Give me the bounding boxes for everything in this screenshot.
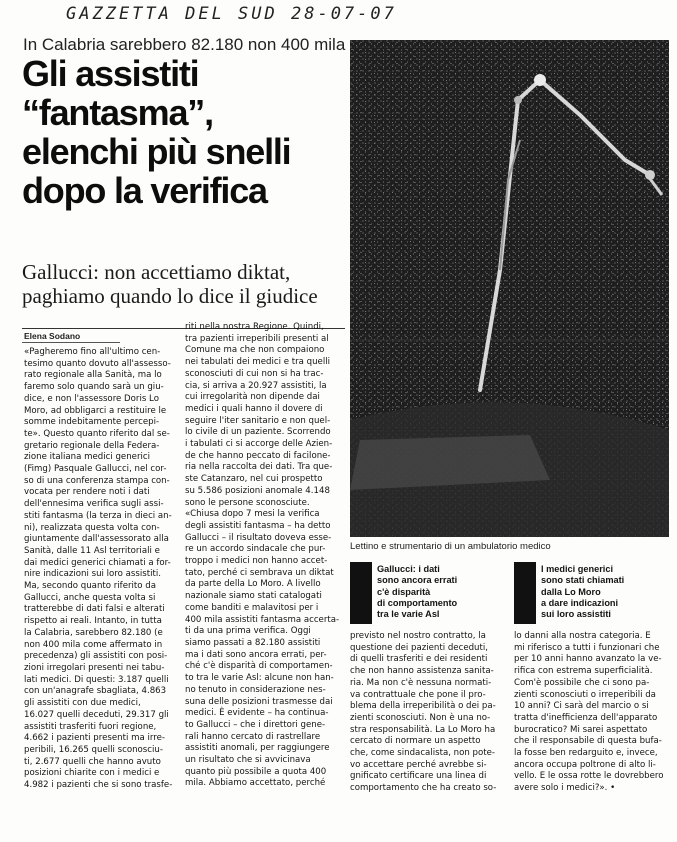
callout-line: dalla Lo Moro bbox=[541, 586, 601, 597]
article-line: te». Questo quanto riferito dal se- bbox=[24, 428, 170, 439]
article-line: Gallucci, anche questa volta si bbox=[24, 592, 156, 603]
subheadline-line: paghiamo quando lo dice il giudice bbox=[22, 284, 318, 308]
article-line: avere solo i medici?». • bbox=[514, 783, 616, 794]
kicker: In Calabria sarebbero 82.180 non 400 mila bbox=[23, 35, 346, 54]
callout-line: sono ancora errati bbox=[377, 575, 458, 586]
callout-line: Gallucci: i dati bbox=[377, 564, 440, 574]
article-line: previsto nel nostro contratto, la bbox=[350, 631, 486, 641]
callout-box-1 bbox=[350, 562, 510, 624]
article-line: zione italiana medici generici bbox=[24, 452, 150, 463]
photo-illustration bbox=[350, 40, 669, 537]
article-line: con un'anagrafe sbagliata, 4.863 bbox=[24, 686, 167, 697]
article-line: tesimo quanto dovuto all'assesso- bbox=[24, 358, 171, 369]
article-line: lo civile di un paziente. Scorrendo bbox=[185, 427, 331, 438]
article-line: i tabulati ci si accorge delle Azien- bbox=[185, 439, 333, 450]
article-line: precedenza) gli assistiti con posi- bbox=[24, 651, 168, 662]
callout-text bbox=[377, 564, 457, 620]
photo-caption: Lettino e strumentario di un ambulatorio medico bbox=[350, 541, 551, 552]
article-line: seguire l'iter sanitario e non quel- bbox=[185, 415, 331, 426]
article-line: 10 anni? Ci sarà del marcio o si bbox=[514, 701, 649, 712]
article-line: no tenuto in considerazione nes- bbox=[185, 684, 326, 695]
article-line: 400 mila assistiti fantasma accerta- bbox=[185, 614, 340, 625]
article-line: ti, 2.677 quelli che hanno avuto bbox=[24, 756, 161, 767]
article-column-3 bbox=[350, 631, 510, 837]
article-line: mila. Abbiamo accettato, perché bbox=[185, 778, 326, 789]
article-line: «Chiusa dopo 7 mesi la verifica bbox=[185, 509, 320, 520]
article-line: zioni irregolari presenti nei tabu- bbox=[24, 662, 165, 673]
article-line: medici i quali hanno il dovere di bbox=[185, 403, 323, 414]
article-line: gretario regionale della Federa- bbox=[24, 440, 160, 451]
article-line: 4.982 i pazienti che si sono trasfe- bbox=[24, 780, 173, 791]
article-line: di quelli trasferiti e dei residenti bbox=[350, 654, 488, 665]
headline bbox=[22, 54, 352, 210]
article-line: che, come sindacalista, non pote- bbox=[350, 748, 496, 759]
article-line: nire indicazioni sui loro assistiti. bbox=[24, 569, 161, 580]
callout-line: I medici generici bbox=[541, 564, 613, 574]
callout-text bbox=[541, 564, 624, 620]
article-line: che non hanno assistenza sanita- bbox=[350, 666, 494, 677]
article-line: ancora occupa poltrone di alto li- bbox=[514, 759, 656, 770]
article-line: gnificato certificare una linea di bbox=[350, 771, 487, 782]
article-line: zienti sconosciuti. Non è una no- bbox=[350, 712, 491, 723]
article-line: peribili, 16.265 quelli sconosciu- bbox=[24, 744, 163, 755]
article-line: la Calabria, sarebbero 82.180 (e bbox=[24, 627, 163, 638]
article-line: rato regionale alla Sanità, ma lo bbox=[24, 370, 162, 381]
callout-line: sono stati chiamati bbox=[541, 575, 625, 586]
article-line: to tra le varie Asl: alcune non han- bbox=[185, 673, 334, 684]
callout-line: di comportamento bbox=[377, 597, 458, 608]
article-line: assistiti trasferiti fuori regione, bbox=[24, 721, 157, 732]
article-line: su 5.586 posizioni anomale 4.148 bbox=[185, 485, 330, 496]
subheadline bbox=[22, 260, 352, 308]
article-line: come banditi e malavitosi per i bbox=[185, 602, 319, 613]
article-line: dice, e non l'assessore Doris Lo bbox=[24, 393, 159, 404]
article-line: sono le persone sconosciute. bbox=[185, 497, 310, 508]
article-line: re un accordo sindacale che pur- bbox=[185, 544, 326, 555]
article-line: tra pazienti irreperibili presenti al bbox=[185, 333, 329, 344]
article-line: (Fimg) Pasquale Gallucci, nel cor- bbox=[24, 464, 167, 475]
article-line: rifica con estrema superficialità. bbox=[514, 666, 653, 677]
article-column-2 bbox=[185, 322, 345, 837]
article-line: troppo i medici non hanno accet- bbox=[185, 556, 328, 567]
article-line: cui irregolarità non dipende dai bbox=[185, 392, 320, 403]
article-line: la fosse ben redarguito e, invece, bbox=[514, 748, 658, 759]
article-line: siamo passati a 82.180 assistiti bbox=[185, 637, 321, 648]
article-column-1 bbox=[24, 347, 181, 837]
article-line: dell'ennesima verifica sugli assi- bbox=[24, 499, 164, 510]
byline: Elena Sodano bbox=[24, 331, 81, 341]
newspaper-masthead: GAZZETTA DEL SUD 28-07-07 bbox=[66, 4, 397, 24]
callout-box-2 bbox=[514, 562, 674, 624]
article-line: non 400 mila come affermato in bbox=[24, 639, 163, 650]
article-line: vo accettare perché avrebbe si- bbox=[350, 759, 487, 770]
article-line: gli assistiti con due medici, bbox=[24, 698, 141, 709]
callout-line: a dare indicazioni bbox=[541, 597, 619, 608]
callout-marker bbox=[350, 562, 372, 624]
article-line: tratterebbe di dati falsi e alterati bbox=[24, 604, 165, 615]
article-line: posizioni chiarite con i medici e bbox=[24, 768, 160, 779]
article-line: comportamento che ha creato so- bbox=[350, 783, 497, 794]
article-line: Sanità, dalle 11 Asl territoriali e bbox=[24, 545, 160, 556]
article-line: de che hanno peccato di facilone- bbox=[185, 450, 331, 461]
headline-line: dopo la verifica bbox=[22, 170, 267, 211]
article-line: per 10 anni hanno avanzato la ve- bbox=[514, 654, 662, 665]
article-line: ste Catanzaro, nel cui prospetto bbox=[185, 474, 323, 485]
article-line: dai medici generici chiamati a for- bbox=[24, 557, 171, 568]
article-line: vocata per rendere noti i dati bbox=[24, 487, 150, 498]
medical-clinic-photo bbox=[350, 40, 669, 537]
article-line: Gallucci – il risultato doveva esse- bbox=[185, 532, 332, 543]
article-line: burocratico? Mi sarei aspettato bbox=[514, 724, 648, 735]
byline-rule bbox=[22, 342, 120, 343]
callout-line: sui loro assistiti bbox=[541, 609, 611, 620]
article-column-4 bbox=[514, 631, 674, 837]
article-line: ma i dati sono ancora errati, per- bbox=[185, 649, 327, 660]
article-line: va contrattuale che pone il pro- bbox=[350, 689, 486, 700]
article-line: Moro, ad obbligarci a restituire le bbox=[24, 405, 167, 416]
article-line: degli assistiti fantasma – ha detto bbox=[185, 520, 331, 531]
callout-line: tra le varie Asl bbox=[377, 609, 440, 620]
article-line: vello. E le ossa rotte le dovrebbero bbox=[514, 771, 664, 782]
article-line: ria. Ma non c'è nessuna normati- bbox=[350, 677, 492, 688]
article-line: cercato di normare un aspetto bbox=[350, 736, 481, 747]
article-line: assistiti anomali, per raggiungere bbox=[185, 743, 330, 754]
article-line: 4.662 i pazienti presenti ma irre- bbox=[24, 733, 165, 744]
article-line: che il responsabile di questa bufa- bbox=[514, 736, 662, 747]
headline-line: elenchi più snelli bbox=[22, 131, 291, 172]
article-line: Comune ma che non compaiono bbox=[185, 345, 325, 356]
article-line: somme indebitamente percepi- bbox=[24, 417, 160, 428]
article-line: ria nella raccolta dei dati. Tra que- bbox=[185, 462, 333, 473]
article-line: suna delle posizioni trasmesse dai bbox=[185, 696, 333, 707]
article-line: ti da una prima verifica. Oggi bbox=[185, 626, 311, 637]
article-line: tratta d'inefficienza dell'apparato bbox=[514, 712, 658, 723]
article-line: giuntamente dall'assessorato alla bbox=[24, 534, 169, 545]
article-line: to Gallucci – che i direttori gene- bbox=[185, 719, 326, 730]
article-line: riti nella nostra Regione. Quindi, bbox=[185, 322, 324, 332]
article-line: medici. È evidente – ha continua- bbox=[185, 708, 329, 719]
article-line: tato, perché ci sembrava un diktat bbox=[185, 567, 334, 578]
article-line: Com'è possibile che ci sono pa- bbox=[514, 677, 650, 688]
article-line: questione dei pazienti deceduti, bbox=[350, 642, 488, 653]
article-line: rispetto ai reali. Intanto, in tutta bbox=[24, 616, 162, 627]
article-line: «Pagheremo fino all'ultimo cen- bbox=[24, 347, 161, 357]
article-line: sconosciuti di cui non si ha trac- bbox=[185, 368, 324, 379]
article-line: cia, si arriva a 20.927 assistiti, la bbox=[185, 380, 327, 391]
callout-marker bbox=[514, 562, 536, 624]
article-line: stiti fantasma (la terza in dieci an- bbox=[24, 510, 172, 521]
article-line: rali hanno cercato di rastrellare bbox=[185, 731, 321, 742]
article-line: zienti sconosciuti o irreperibili da bbox=[514, 689, 656, 700]
article-line: da parte della Lo Moro. A livello bbox=[185, 579, 321, 590]
article-line: 16.027 quelli deceduti, 29.317 gli bbox=[24, 709, 169, 720]
article-line: un risultato che si avvicinava bbox=[185, 755, 311, 766]
article-line: ni), realizzata questa volta con- bbox=[24, 522, 160, 533]
callout-line: c'è disparità bbox=[377, 586, 431, 597]
article-line: ché c'è disparità di comportamen- bbox=[185, 661, 333, 672]
article-line: blema della irreperibilità o dei pa- bbox=[350, 701, 496, 712]
article-line: faremo solo quando sarà un giu- bbox=[24, 382, 164, 393]
headline-line: Gli assistiti bbox=[22, 53, 199, 94]
subheadline-line: Gallucci: non accettiamo diktat, bbox=[22, 260, 291, 284]
headline-line: “fantasma”, bbox=[22, 92, 213, 133]
article-line: nei tabulati dei medici e tra quelli bbox=[185, 357, 331, 368]
article-line: stra responsabilità. La Lo Moro ha bbox=[350, 724, 496, 735]
article-line: quanto più possibile a quota 400 bbox=[185, 766, 327, 777]
article-line: mi riferisco a tutti i funzionari che bbox=[514, 642, 660, 653]
article-line: so di una conferenza stampa con- bbox=[24, 475, 170, 486]
article-line: lo danni alla nostra categoria. E bbox=[514, 631, 651, 641]
article-line: Ma, secondo quanto riferito da bbox=[24, 581, 156, 592]
article-line: lati medici. Di questi: 3.187 quelli bbox=[24, 674, 169, 685]
article-line: nazionale siamo stati catalogati bbox=[185, 591, 322, 602]
